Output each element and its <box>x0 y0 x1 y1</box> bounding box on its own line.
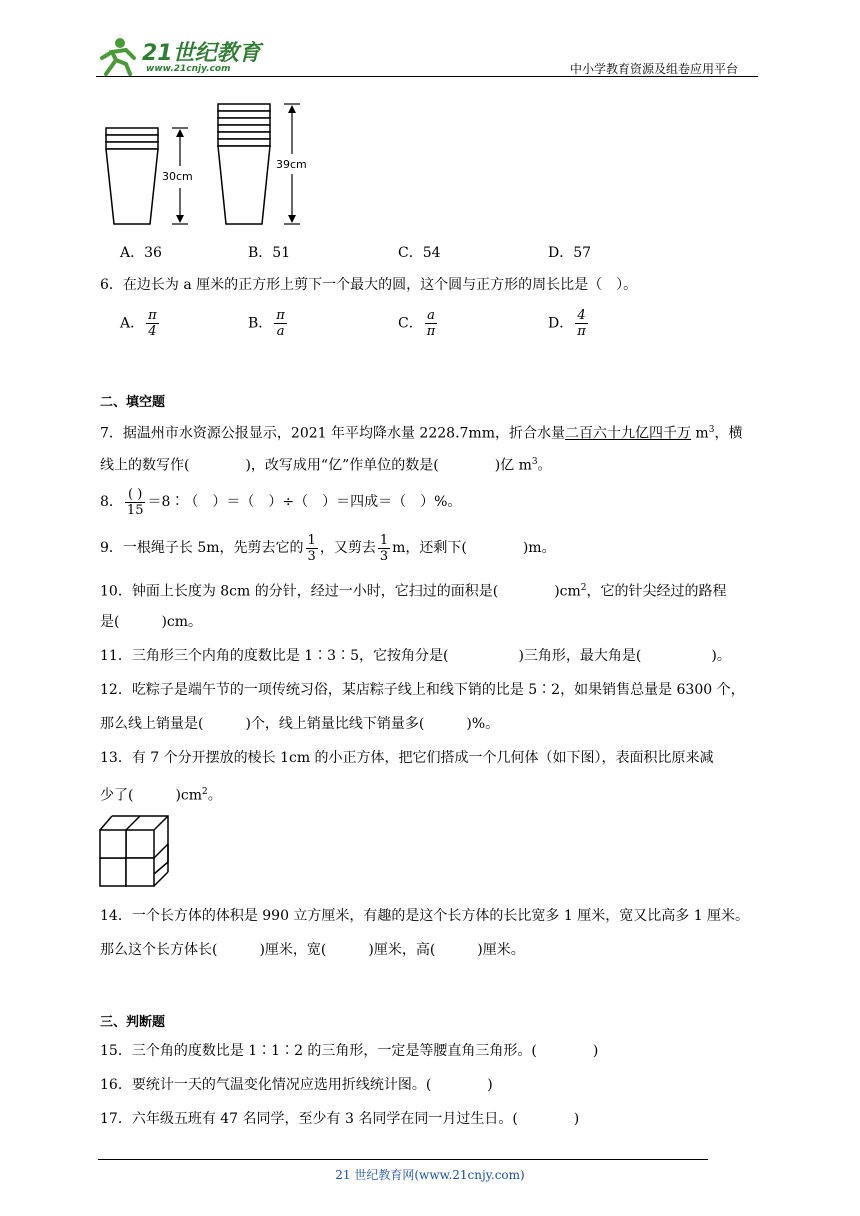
question-10-line1: 10．钟面上长度为 8cm 的分针，经过一小时，它扫过的面积是( )$cm^2$，它的针尖经过的路程 <box>100 583 727 600</box>
question-6: 6．在边长为 a 厘米的正方形上剪下一个最大的圆，这个圆与正方形的周长比是（ ）。 <box>100 277 638 293</box>
q6-option-b[interactable]: B． $\frac{\pi}{a}$ <box>248 308 285 339</box>
logo-url: www.21cnjy.com <box>146 64 231 74</box>
question-13-line2: 少了( )$cm^2$。 <box>100 787 222 804</box>
question-12-line2: 那么线上销量是( )个，线上销量比线下销量多( )%。 <box>100 716 500 732</box>
q5-option-a[interactable]: A．36 <box>120 245 162 261</box>
cup-height-right: 39cm <box>276 158 307 171</box>
question-15: 15．三个角的度数比是 1∶1∶2 的三角形，一定是等腰直角三角形。( ) <box>100 1043 599 1059</box>
q6-option-c[interactable]: C． $\frac{a}{\pi}$ <box>398 308 436 339</box>
section-fill-in: 二、填空题 <box>100 395 166 410</box>
question-11: 11．三角形三个内角的度数比是 1∶3∶5，它按角分是( )三角形，最大角是( )。 <box>100 648 731 664</box>
question-7-line1: 7．据温州市水资源公报显示，2021 年平均降水量 2228.7mm，折合水量二百六十九亿四千万 $m^3$，横 <box>100 425 743 442</box>
logo-text: 21世纪教育 <box>142 41 261 66</box>
question-14-line1: 14．一个长方体的体积是 990 立方厘米，有趣的是这个长方体的长比宽多 1 厘米，宽又比高多 1 厘米。 <box>100 908 750 924</box>
q5-option-c[interactable]: C．54 <box>398 245 441 261</box>
q6-option-d[interactable]: D． $\frac{4}{\pi}$ <box>548 308 586 339</box>
footer-link[interactable]: 21 世纪教育网(www.21cnjy.com) <box>335 1168 525 1182</box>
q5-option-d[interactable]: D．57 <box>548 245 592 261</box>
platform-label: 中小学教育资源及组卷应用平台 <box>570 62 739 76</box>
question-9: 9．一根绳子长 5m，先剪去它的 $\frac{1}{3}$ ，又剪去 $\frac{1}{3}$ m，还剩下( )m。 <box>100 532 556 564</box>
question-13-line1: 13．有 7 个分开摆放的棱长 1cm 的小正方体，把它们搭成一个几何体（如下图），表面积比原来减 <box>100 750 714 766</box>
cube-figure <box>98 814 178 890</box>
header-divider <box>96 76 758 77</box>
q5-option-b[interactable]: B．51 <box>248 245 291 261</box>
question-7-line2: 线上的数写作( )，改写成用“亿”作单位的数是( )亿 $m^3$。 <box>100 457 552 474</box>
section-true-false: 三、判断题 <box>100 1015 166 1030</box>
question-8: 8． $\frac{( )}{15}$ ＝8∶（ ）＝（ ）÷（ ）＝四成＝（ ）%。 <box>100 486 462 518</box>
question-12-line1: 12．吃粽子是端午节的一项传统习俗，某店粽子线上和线下销的比是 5∶2，如果销售总量是 6300 个， <box>100 682 745 698</box>
question-10-line2: 是( )cm。 <box>100 614 203 630</box>
footer-divider <box>98 1159 708 1160</box>
cup-height-left: 30cm <box>162 170 193 183</box>
q6-option-a[interactable]: A． $\frac{\pi}{4}$ <box>120 308 157 339</box>
question-16: 16．要统计一天的气温变化情况应选用折线统计图。( ) <box>100 1077 493 1093</box>
question-17: 17．六年级五班有 47 名同学，至少有 3 名同学在同一月过生日。( ) <box>100 1111 580 1127</box>
question-14-line2: 那么这个长方体长( )厘米，宽( )厘米，高( )厘米。 <box>100 942 525 958</box>
